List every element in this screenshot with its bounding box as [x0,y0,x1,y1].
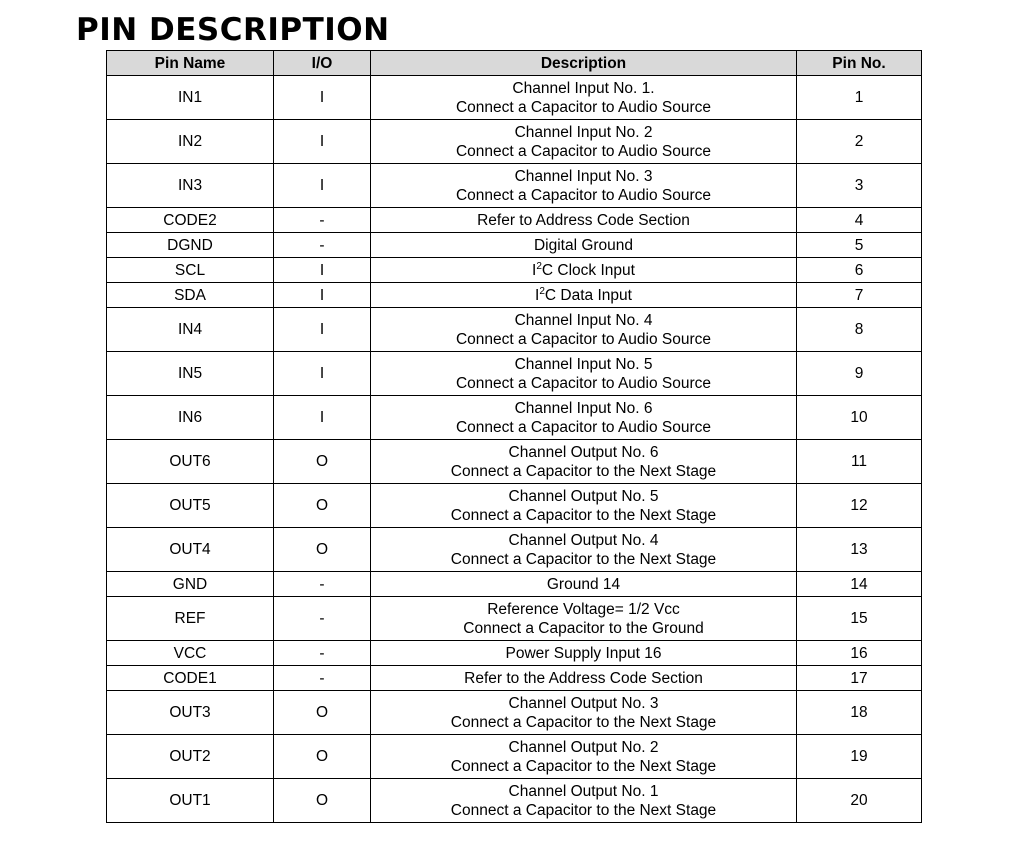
description-line: Refer to the Address Code Section [464,669,703,687]
description-line: Channel Output No. 4 [508,531,659,549]
pin-number-cell: 14 [797,572,922,597]
description-cell [371,572,797,597]
table-row [107,352,922,396]
io-cell: - [274,641,371,666]
pin-name-cell: GND [107,572,274,597]
description-cell [371,283,797,308]
description-cell [371,440,797,484]
pin-name-cell: CODE1 [107,666,274,691]
description-cell [371,164,797,208]
table-row [107,233,922,258]
description-text: I [532,261,537,279]
description-text: I [535,286,540,304]
description-cell [371,233,797,258]
description-text: C Clock Input [541,261,635,279]
description-cell [371,308,797,352]
pin-number-cell: 4 [797,208,922,233]
description-line: Channel Output No. 6 [508,443,659,461]
pin-number-cell: 10 [797,396,922,440]
pin-name-cell: OUT2 [107,735,274,779]
pin-name-cell: SCL [107,258,274,283]
description-cell [371,258,797,283]
pin-name-cell: OUT4 [107,528,274,572]
pin-name-cell: CODE2 [107,208,274,233]
description-line: Channel Input No. 5 [514,355,653,373]
description-line: Ground 14 [546,575,621,593]
pin-number-cell: 15 [797,597,922,641]
description-line: Channel Output No. 3 [508,694,659,712]
table-body [107,76,922,823]
description-line: Connect a Capacitor to Audio Source [455,98,712,116]
pin-number-cell: 18 [797,691,922,735]
table-row [107,164,922,208]
description-line: Connect a Capacitor to the Ground [463,619,704,637]
pin-name-cell: IN5 [107,352,274,396]
pin-name-cell: IN2 [107,120,274,164]
pin-name-cell: IN4 [107,308,274,352]
pin-number-cell: 7 [797,283,922,308]
pin-number-cell: 5 [797,233,922,258]
description-cell [371,779,797,823]
pin-name-cell: DGND [107,233,274,258]
io-cell: I [274,120,371,164]
description-cell [371,597,797,641]
pin-name-cell: REF [107,597,274,641]
description-line: Connect a Capacitor to the Next Stage [450,462,717,480]
pin-number-cell: 2 [797,120,922,164]
io-cell: - [274,233,371,258]
description-cell [371,666,797,691]
pin-number-cell: 8 [797,308,922,352]
io-cell: O [274,779,371,823]
table-row [107,120,922,164]
pin-name-cell: IN1 [107,76,274,120]
description-cell [371,352,797,396]
description-cell [371,396,797,440]
pin-number-cell: 6 [797,258,922,283]
description-line: Connect a Capacitor to the Next Stage [450,550,717,568]
io-cell: O [274,440,371,484]
table-row [107,691,922,735]
pin-description-table [106,50,922,823]
io-cell: O [274,735,371,779]
table-row [107,735,922,779]
header-pin-name: Pin Name [107,51,274,76]
table-row [107,641,922,666]
pin-name-cell: OUT3 [107,691,274,735]
header-description: Description [371,51,797,76]
page-title: PIN DESCRIPTION [76,12,390,48]
io-cell: - [274,572,371,597]
pin-number-cell: 11 [797,440,922,484]
pin-number-cell: 16 [797,641,922,666]
description-line: Channel Output No. 5 [508,487,659,505]
description-line: Channel Input No. 6 [514,399,653,417]
description-line: Connect a Capacitor to the Next Stage [450,506,717,524]
pin-number-cell: 19 [797,735,922,779]
table-row [107,208,922,233]
description-line: Connect a Capacitor to Audio Source [455,142,712,160]
table-row [107,528,922,572]
description-line: Channel Output No. 2 [508,738,659,756]
description-line: Power Supply Input 16 [505,644,662,662]
description-cell [371,76,797,120]
io-cell: I [274,258,371,283]
table-row [107,308,922,352]
description-cell [371,691,797,735]
description-cell [371,208,797,233]
io-cell: - [274,208,371,233]
description-cell [371,528,797,572]
description-line: Connect a Capacitor to Audio Source [455,418,712,436]
io-cell: O [274,528,371,572]
superscript: 2 [536,260,542,272]
io-cell: - [274,666,371,691]
table-row [107,572,922,597]
description-line: Reference Voltage= 1/2 Vcc [487,600,680,618]
io-cell: I [274,396,371,440]
header-pin-no: Pin No. [797,51,922,76]
pin-number-cell: 1 [797,76,922,120]
io-cell: - [274,597,371,641]
pin-number-cell: 20 [797,779,922,823]
io-cell: I [274,164,371,208]
io-cell: O [274,484,371,528]
description-line: Channel Input No. 3 [514,167,653,185]
pin-name-cell: OUT1 [107,779,274,823]
io-cell: I [274,283,371,308]
superscript: 2 [539,285,545,297]
pin-name-cell: IN6 [107,396,274,440]
description-cell [371,120,797,164]
description-line: Connect a Capacitor to Audio Source [455,374,712,392]
io-cell: I [274,308,371,352]
table-row [107,258,922,283]
description-line: Digital Ground [533,236,634,254]
pin-number-cell: 17 [797,666,922,691]
io-cell: I [274,352,371,396]
description-cell [371,735,797,779]
pin-name-cell: SDA [107,283,274,308]
pin-name-cell: VCC [107,641,274,666]
description-line: Channel Input No. 2 [514,123,653,141]
table-row [107,484,922,528]
table-row [107,283,922,308]
pin-name-cell: OUT6 [107,440,274,484]
description-line: Connect a Capacitor to the Next Stage [450,801,717,819]
pin-number-cell: 3 [797,164,922,208]
table-row [107,76,922,120]
table-header-row [107,51,922,76]
table-row [107,666,922,691]
io-cell: O [274,691,371,735]
description-cell [371,484,797,528]
pin-number-cell: 12 [797,484,922,528]
description-text: C Data Input [544,286,632,304]
description-line: Refer to Address Code Section [477,211,690,229]
description-line: Connect a Capacitor to the Next Stage [450,757,717,775]
table-row [107,597,922,641]
description-line: Channel Output No. 1 [508,782,659,800]
pin-number-cell: 13 [797,528,922,572]
table-row [107,779,922,823]
description-line: Channel Input No. 1. [512,79,655,97]
description-line: Connect a Capacitor to Audio Source [455,330,712,348]
table-row [107,440,922,484]
header-io: I/O [274,51,371,76]
pin-name-cell: IN3 [107,164,274,208]
description-line: Connect a Capacitor to Audio Source [455,186,712,204]
table-row [107,396,922,440]
pin-number-cell: 9 [797,352,922,396]
description-cell [371,641,797,666]
description-line: Channel Input No. 4 [514,311,653,329]
pin-name-cell: OUT5 [107,484,274,528]
description-line: Connect a Capacitor to the Next Stage [450,713,717,731]
io-cell: I [274,76,371,120]
